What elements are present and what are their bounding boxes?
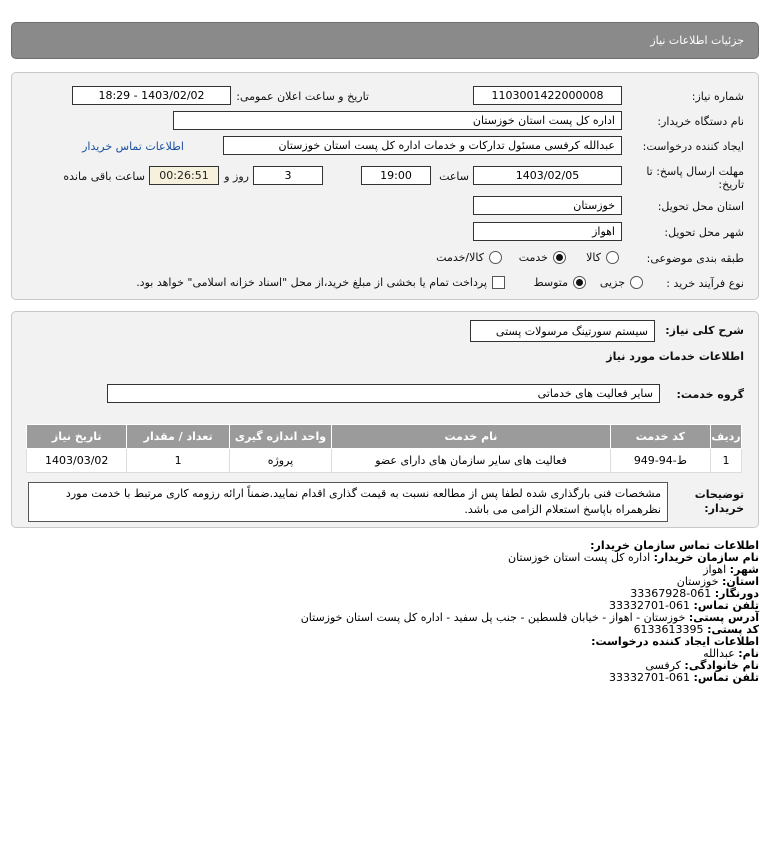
contact-address: خوزستان - اهواز - خیابان فلسطین - جنب پل سفید - اداره کل پست استان خوزستان (300, 611, 686, 624)
contact-info-link[interactable]: اطلاعات تماس خریدار (82, 140, 184, 153)
creator-name: عبدالله (703, 647, 735, 660)
page-title: جزئیات اطلاعات نیاز (650, 34, 744, 47)
contact-fax-label: دورنگار: (714, 587, 759, 600)
category-service-radio[interactable] (553, 251, 566, 264)
col-date: تاریخ نیاز (27, 425, 127, 449)
category-service-label: خدمت (518, 251, 548, 264)
category-goods-label: کالا (586, 251, 601, 264)
creator-label: ایجاد کننده درخواست: (642, 140, 744, 153)
service-group-field: سایر فعالیت های خدماتی (107, 384, 660, 403)
services-table (26, 424, 742, 473)
announce-field: 1403/02/02 - 18:29 (72, 86, 231, 105)
cell-name: فعالیت های سایر سازمان های دارای عضو (332, 449, 611, 473)
col-name: نام خدمت (332, 425, 611, 449)
cell-row: 1 (711, 449, 742, 473)
need-number-field: 1103001422000008 (473, 86, 622, 105)
contact-org: اداره کل پست استان خوزستان (508, 551, 651, 564)
summary-field: سیستم سورتینگ مرسولات پستی (470, 320, 655, 342)
contact-address-label: آدرس پستی: (688, 611, 759, 624)
service-group-label: گروه خدمت: (676, 388, 744, 401)
city-field: اهواز (473, 222, 622, 241)
city-label: شهر محل تحویل: (664, 226, 744, 239)
process-label: نوع فرآیند خرید : (666, 277, 744, 290)
contact-province-label: استان: (722, 575, 759, 588)
hour-label: ساعت (439, 170, 469, 183)
contact-title: اطلاعات تماس سازمان خریدار: (590, 539, 759, 552)
buyer-notes-label: توضیحات خریدار: (694, 488, 744, 515)
col-code: کد خدمت (610, 425, 710, 449)
cell-qty: 1 (127, 449, 229, 473)
creator-phone: 061-33332701 (609, 671, 691, 684)
announce-label: تاریخ و ساعت اعلان عمومی: (236, 90, 369, 103)
province-field: خوزستان (473, 196, 622, 215)
cell-date: 1403/03/02 (27, 449, 127, 473)
col-qty: تعداد / مقدار (127, 425, 229, 449)
summary-panel (11, 311, 759, 528)
deadline-label: مهلت ارسال پاسخ: تا تاریخ: (646, 165, 744, 191)
creator-family: کرفسی (645, 659, 681, 672)
creator-name-label: نام: (738, 647, 759, 660)
creator-field: عبدالله کرفسی مسئول تدارکات و خدمات اداره کل پست استان خوزستان (223, 136, 622, 155)
contact-postal: 6133613395 (633, 623, 704, 636)
page-header (11, 22, 759, 59)
province-label: استان محل تحویل: (657, 200, 744, 213)
buyer-org-label: نام دستگاه خریدار: (657, 115, 744, 128)
contact-org-label: نام سازمان خریدار: (653, 551, 759, 564)
category-label: طبقه بندی موضوعی: (646, 252, 744, 265)
process-medium-radio[interactable] (573, 276, 586, 289)
cell-unit: پروژه (229, 449, 331, 473)
services-title: اطلاعات خدمات مورد نیاز (606, 350, 744, 363)
contact-phone-label: تلفن تماس: (693, 599, 759, 612)
table-header-row (27, 425, 742, 449)
contact-postal-label: کد پستی: (707, 623, 759, 636)
col-row: ردیف (711, 425, 742, 449)
contact-city-label: شهر: (729, 563, 759, 576)
deadline-date-field: 1403/02/05 (473, 166, 622, 185)
days-field: 3 (253, 166, 323, 185)
deadline-hour-field: 19:00 (361, 166, 431, 185)
process-minor-radio[interactable] (630, 276, 643, 289)
need-number-label: شماره نیاز: (691, 90, 744, 103)
col-unit: واحد اندازه گیری (229, 425, 331, 449)
remaining-time-field: 00:26:51 (149, 166, 219, 185)
category-goods-radio[interactable] (606, 251, 619, 264)
buyer-notes-field: مشخصات فنی بارگذاری شده لطفا پس از مطالعه نسبت به قیمت گذاری اقدام نمایید.ضمناً ارائه رزومه کاری مرتبط با خدمت مورد نظرهمراه باپاسخ استعلام الزامی می باشد. (28, 482, 668, 522)
category-goods-service-label: کالا/خدمت (436, 251, 484, 264)
payment-note: پرداخت تمام یا بخشی از مبلغ خرید،از محل "اسناد خزانه اسلامی" خواهد بود. (136, 276, 487, 289)
creator-phone-label: تلفن تماس: (693, 671, 759, 684)
process-minor-label: جزیی (599, 276, 625, 289)
buyer-org-field: اداره کل پست استان خوزستان (173, 111, 622, 130)
creator-info-title: اطلاعات ایجاد کننده درخواست: (591, 635, 759, 648)
remaining-label: ساعت باقی مانده (63, 170, 145, 183)
creator-family-label: نام خانوادگی: (684, 659, 759, 672)
creator-phone-row (609, 672, 759, 684)
treasury-payment-checkbox[interactable] (492, 276, 505, 289)
need-details-panel (11, 72, 759, 300)
contact-province: خوزستان (676, 575, 719, 588)
contact-fax: 061-33367928 (630, 587, 712, 600)
table-row (27, 449, 742, 473)
days-label: روز و (224, 170, 249, 183)
cell-code: ط-94-949 (610, 449, 710, 473)
summary-label: شرح کلی نیاز: (665, 324, 744, 337)
category-goods-service-radio[interactable] (489, 251, 502, 264)
contact-phone: 061-33332701 (609, 599, 691, 612)
contact-city: اهواز (703, 563, 727, 576)
process-medium-label: متوسط (533, 276, 568, 289)
